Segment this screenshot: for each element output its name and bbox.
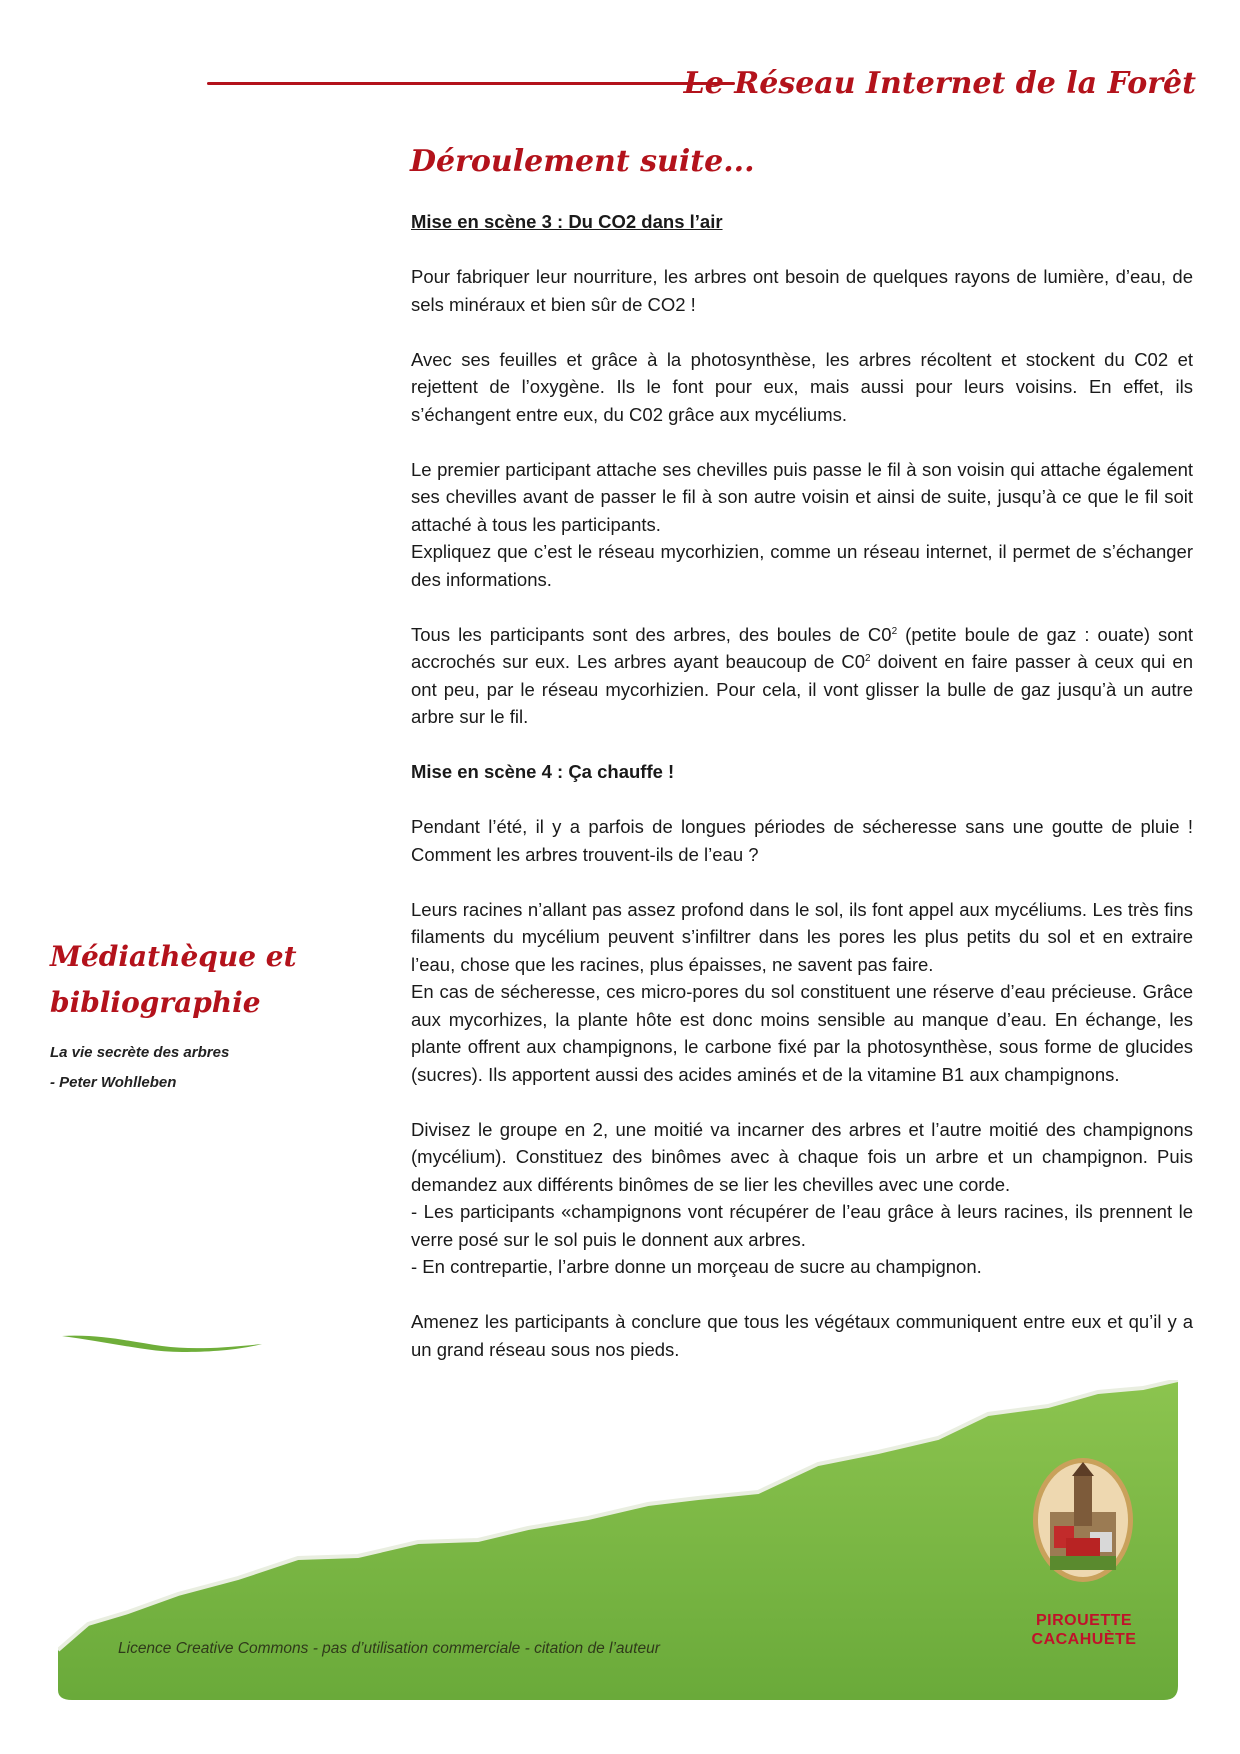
scene4-paragraph-4: Amenez les participants à conclure que tous les végétaux communiquent entre eux et qu’il y a un grand réseau sous nos pieds. <box>411 1311 1193 1360</box>
book-author: - Peter Wohlleben <box>50 1074 177 1091</box>
scene3-heading: Mise en scène 3 : Du CO2 dans l’air <box>411 211 723 232</box>
logo-line-1: PIROUETTE <box>1035 1612 1133 1629</box>
leaf-divider-icon <box>62 1330 262 1354</box>
scene3-p4-text-3: doivent en faire passer à ceux qui en ont peu, par le réseau mycorhizien. Pour cela, il vont glisser la bulle de gaz jusqu’à un autre arbre sur le fil. <box>411 651 1193 727</box>
scene3-paragraph-1: Pour fabriquer leur nourriture, les arbres ont besoin de quelques rayons de lumière, d’eau, de sels minéraux et bien sûr de CO2 ! <box>411 266 1193 315</box>
scene3-paragraph-2: Avec ses feuilles et grâce à la photosynthèse, les arbres récoltent et stockent du C02 et rejettent de l’oxygène. Ils le font pour eux, mais aussi pour leurs voisins. En effet, ils s’échangent entre eux, du C02 grâce aux mycéliums. <box>411 348 1193 425</box>
scene4-paragraph-3c: - En contrepartie, l’arbre donne un morçeau de sucre au champignon. <box>411 1256 982 1277</box>
scene3-p4-text-1: Tous les participants sont des arbres, des boules de C0 <box>411 623 892 645</box>
logo-wordmark <box>1022 1611 1146 1649</box>
pirouette-cacahuete-logo-icon <box>1028 1452 1138 1584</box>
superscript-2: 2 <box>891 625 898 637</box>
scene4-paragraph-3b: - Les participants «champignons vont récupérer de l’eau grâce à leurs racines, ils prennent le verre posé sur le sol puis le donnent aux arbres. <box>411 1201 1193 1250</box>
scene4-paragraph-2a: Leurs racines n’allant pas assez profond dans le sol, ils font appel aux mycéliums. Les très fins filaments du mycélium peuvent s’infiltrer dans les pores les plus petits du sol et en extraire l’eau, chose que les racines, plus épaisses, ne savent pas faire. <box>411 898 1193 975</box>
scene4-paragraph-2b: En cas de sécheresse, ces micro-pores du sol constituent une réserve d’eau précieuse. Grâce aux mycorhizes, la plante hôte est donc moins sensible au manque d’eau. En échange, les plante offrent aux champignons, le carbone fixé par la photosynthèse, sous forme de glucides (sucres). Ils apportent aussi des acides aminés et de la vitamine B1 aux champignons. <box>411 981 1193 1085</box>
book-title: La vie secrète des arbres <box>50 1044 230 1061</box>
document-title: Le Réseau Internet de la Forêt <box>683 66 1196 101</box>
licence-text: Licence Creative Commons - pas d’utilisation commerciale - citation de l’auteur <box>118 1640 660 1657</box>
section-title: Déroulement suite... <box>410 144 755 179</box>
scene3-paragraph-4 <box>411 621 1193 731</box>
main-content <box>411 208 1193 1391</box>
superscript-2: 2 <box>865 652 871 664</box>
scene3-paragraph-3a: Le premier participant attache ses chevilles puis passe le fil à son voisin qui attache également ses chevilles avant de passer le fil à son autre voisin et ainsi de suite, jusqu’à ce que le fil soit attaché à tous les participants. <box>411 458 1193 535</box>
scene3-paragraph-3b: Expliquez que c’est le réseau mycorhizien, comme un réseau internet, il permet de s’échanger des informations. <box>411 541 1193 590</box>
scene4-heading: Mise en scène 4 : Ça chauffe ! <box>411 761 675 782</box>
header-rule <box>207 82 735 85</box>
scene4-paragraph-1: Pendant l’été, il y a parfois de longues périodes de sécheresse sans une goutte de pluie ! Comment les arbres trouvent-ils de l’eau ? <box>411 816 1193 865</box>
bibliography-entry <box>50 1038 350 1098</box>
bibliography-title: Médiathèque et bibliographie <box>50 940 297 1019</box>
scene3-p4-text-2: (petite boule de gaz : ouate) sont accrochés sur eux. Les arbres ayant beaucoup de C0 <box>411 623 1193 672</box>
scene4-paragraph-3a: Divisez le groupe en 2, une moitié va incarner des arbres et l’autre moitié des champignons (mycélium). Constituez des binômes avec à chaque fois un arbre et un champignon. Puis demandez aux différents binômes de se lier les chevilles avec une corde. <box>411 1118 1193 1195</box>
logo-line-2: CACAHUÈTE <box>1031 1631 1137 1648</box>
